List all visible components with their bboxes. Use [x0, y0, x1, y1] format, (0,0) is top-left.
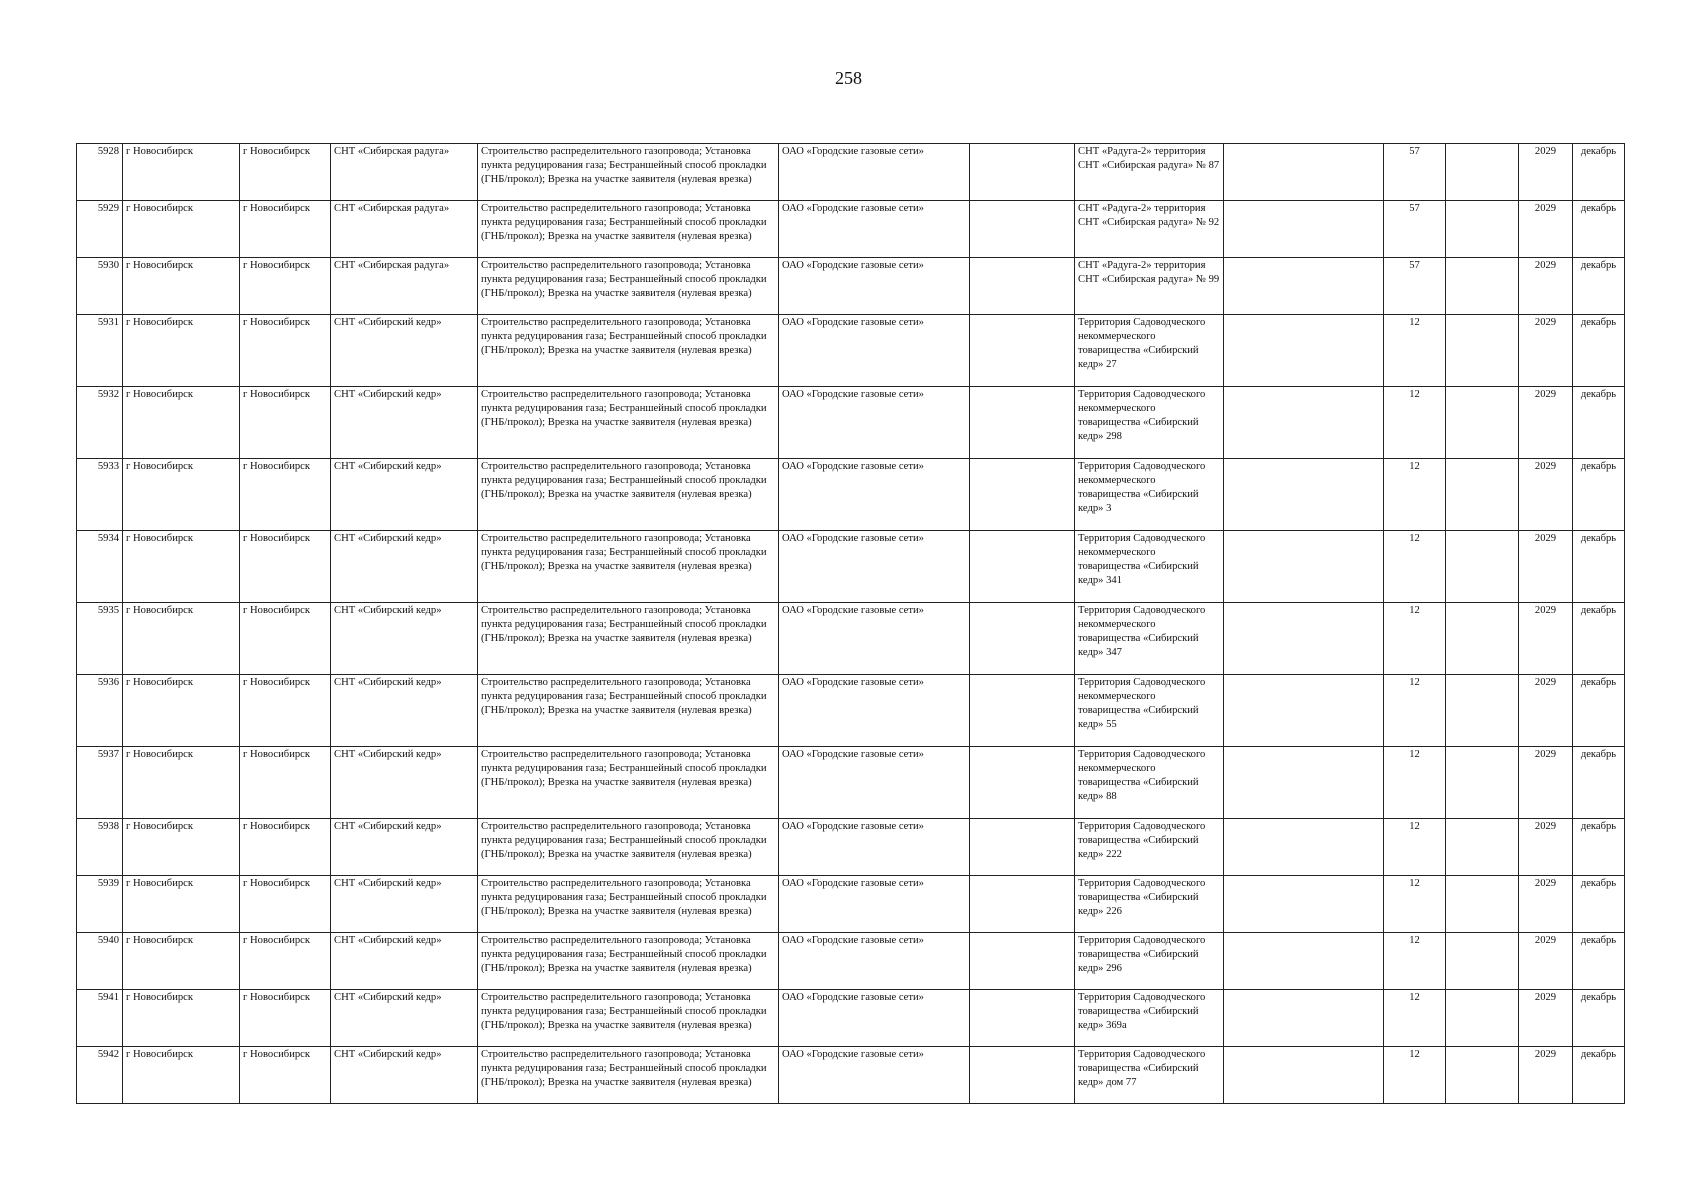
cell-empty-7	[970, 315, 1075, 387]
cell-district: г Новосибирск	[123, 603, 240, 675]
cell-empty-7	[970, 387, 1075, 459]
cell-row-number: 5932	[77, 387, 123, 459]
cell-month: декабрь	[1573, 531, 1625, 603]
cell-empty-9	[1224, 747, 1384, 819]
cell-count: 12	[1384, 990, 1446, 1047]
table-row	[77, 990, 1625, 1047]
cell-organization: СНТ «Сибирская радуга»	[331, 144, 478, 201]
cell-empty-7	[970, 144, 1075, 201]
cell-address: Территория Садоводческого некоммерческого товарищества «Сибирский кедр» 27	[1075, 315, 1224, 387]
cell-gas-operator: ОАО «Городские газовые сети»	[779, 387, 970, 459]
table-row	[77, 387, 1625, 459]
cell-empty-11	[1446, 747, 1519, 819]
cell-work-description: Строительство распределительного газопровода; Установка пункта редуцирования газа; Бестраншейный способ прокладки (ГНБ/прокол); Врезка на участке заявителя (нулевая врезка)	[478, 1047, 779, 1104]
cell-district: г Новосибирск	[123, 747, 240, 819]
cell-count: 12	[1384, 747, 1446, 819]
table-row	[77, 315, 1625, 387]
cell-empty-7	[970, 876, 1075, 933]
cell-gas-operator: ОАО «Городские газовые сети»	[779, 201, 970, 258]
cell-row-number: 5928	[77, 144, 123, 201]
cell-empty-11	[1446, 603, 1519, 675]
cell-count: 12	[1384, 603, 1446, 675]
cell-address: Территория Садоводческого товарищества «Сибирский кедр» 226	[1075, 876, 1224, 933]
cell-year: 2029	[1519, 603, 1573, 675]
cell-month: декабрь	[1573, 819, 1625, 876]
cell-count: 12	[1384, 315, 1446, 387]
cell-address: Территория Садоводческого товарищества «Сибирский кедр» 369а	[1075, 990, 1224, 1047]
cell-row-number: 5933	[77, 459, 123, 531]
cell-organization: СНТ «Сибирский кедр»	[331, 876, 478, 933]
table-row	[77, 603, 1625, 675]
cell-organization: СНТ «Сибирский кедр»	[331, 933, 478, 990]
cell-empty-7	[970, 747, 1075, 819]
cell-year: 2029	[1519, 933, 1573, 990]
cell-row-number: 5934	[77, 531, 123, 603]
cell-work-description: Строительство распределительного газопровода; Установка пункта редуцирования газа; Бестраншейный способ прокладки (ГНБ/прокол); Врезка на участке заявителя (нулевая врезка)	[478, 459, 779, 531]
cell-locality: г Новосибирск	[240, 675, 331, 747]
table-row	[77, 201, 1625, 258]
cell-empty-9	[1224, 990, 1384, 1047]
cell-address: Территория Садоводческого некоммерческого товарищества «Сибирский кедр» 55	[1075, 675, 1224, 747]
cell-district: г Новосибирск	[123, 258, 240, 315]
cell-empty-9	[1224, 315, 1384, 387]
cell-empty-9	[1224, 531, 1384, 603]
cell-row-number: 5939	[77, 876, 123, 933]
cell-month: декабрь	[1573, 459, 1625, 531]
cell-locality: г Новосибирск	[240, 933, 331, 990]
cell-month: декабрь	[1573, 258, 1625, 315]
cell-work-description: Строительство распределительного газопровода; Установка пункта редуцирования газа; Бестраншейный способ прокладки (ГНБ/прокол); Врезка на участке заявителя (нулевая врезка)	[478, 747, 779, 819]
cell-year: 2029	[1519, 531, 1573, 603]
cell-empty-11	[1446, 144, 1519, 201]
cell-organization: СНТ «Сибирский кедр»	[331, 531, 478, 603]
cell-month: декабрь	[1573, 201, 1625, 258]
cell-district: г Новосибирск	[123, 315, 240, 387]
cell-empty-11	[1446, 675, 1519, 747]
cell-empty-7	[970, 1047, 1075, 1104]
cell-empty-11	[1446, 990, 1519, 1047]
cell-district: г Новосибирск	[123, 201, 240, 258]
cell-gas-operator: ОАО «Городские газовые сети»	[779, 603, 970, 675]
page-number: 258	[835, 68, 862, 88]
cell-organization: СНТ «Сибирская радуга»	[331, 201, 478, 258]
table-body	[77, 144, 1625, 1104]
cell-year: 2029	[1519, 1047, 1573, 1104]
cell-year: 2029	[1519, 675, 1573, 747]
cell-empty-7	[970, 603, 1075, 675]
cell-empty-9	[1224, 258, 1384, 315]
cell-year: 2029	[1519, 387, 1573, 459]
cell-address: Территория Садоводческого некоммерческого товарищества «Сибирский кедр» 88	[1075, 747, 1224, 819]
cell-gas-operator: ОАО «Городские газовые сети»	[779, 531, 970, 603]
cell-empty-9	[1224, 459, 1384, 531]
cell-count: 12	[1384, 675, 1446, 747]
cell-organization: СНТ «Сибирский кедр»	[331, 747, 478, 819]
cell-gas-operator: ОАО «Городские газовые сети»	[779, 144, 970, 201]
cell-month: декабрь	[1573, 1047, 1625, 1104]
cell-empty-9	[1224, 603, 1384, 675]
cell-work-description: Строительство распределительного газопровода; Установка пункта редуцирования газа; Бестраншейный способ прокладки (ГНБ/прокол); Врезка на участке заявителя (нулевая врезка)	[478, 315, 779, 387]
cell-locality: г Новосибирск	[240, 747, 331, 819]
cell-count: 12	[1384, 459, 1446, 531]
cell-year: 2029	[1519, 747, 1573, 819]
cell-locality: г Новосибирск	[240, 144, 331, 201]
cell-organization: СНТ «Сибирский кедр»	[331, 603, 478, 675]
cell-empty-9	[1224, 876, 1384, 933]
cell-month: декабрь	[1573, 144, 1625, 201]
cell-organization: СНТ «Сибирский кедр»	[331, 675, 478, 747]
cell-organization: СНТ «Сибирский кедр»	[331, 387, 478, 459]
cell-gas-operator: ОАО «Городские газовые сети»	[779, 933, 970, 990]
cell-district: г Новосибирск	[123, 459, 240, 531]
cell-count: 12	[1384, 819, 1446, 876]
cell-gas-operator: ОАО «Городские газовые сети»	[779, 315, 970, 387]
cell-empty-9	[1224, 819, 1384, 876]
cell-district: г Новосибирск	[123, 675, 240, 747]
cell-empty-9	[1224, 933, 1384, 990]
cell-gas-operator: ОАО «Городские газовые сети»	[779, 258, 970, 315]
cell-empty-7	[970, 819, 1075, 876]
cell-row-number: 5938	[77, 819, 123, 876]
cell-empty-11	[1446, 459, 1519, 531]
table-row	[77, 876, 1625, 933]
cell-locality: г Новосибирск	[240, 876, 331, 933]
cell-empty-9	[1224, 1047, 1384, 1104]
cell-gas-operator: ОАО «Городские газовые сети»	[779, 819, 970, 876]
cell-locality: г Новосибирск	[240, 315, 331, 387]
cell-work-description: Строительство распределительного газопровода; Установка пункта редуцирования газа; Бестраншейный способ прокладки (ГНБ/прокол); Врезка на участке заявителя (нулевая врезка)	[478, 603, 779, 675]
cell-locality: г Новосибирск	[240, 819, 331, 876]
cell-empty-11	[1446, 1047, 1519, 1104]
cell-gas-operator: ОАО «Городские газовые сети»	[779, 459, 970, 531]
cell-empty-9	[1224, 201, 1384, 258]
cell-empty-7	[970, 990, 1075, 1047]
cell-month: декабрь	[1573, 990, 1625, 1047]
cell-count: 57	[1384, 201, 1446, 258]
cell-organization: СНТ «Сибирский кедр»	[331, 459, 478, 531]
cell-year: 2029	[1519, 876, 1573, 933]
cell-work-description: Строительство распределительного газопровода; Установка пункта редуцирования газа; Бестраншейный способ прокладки (ГНБ/прокол); Врезка на участке заявителя (нулевая врезка)	[478, 531, 779, 603]
cell-month: декабрь	[1573, 603, 1625, 675]
cell-work-description: Строительство распределительного газопровода; Установка пункта редуцирования газа; Бестраншейный способ прокладки (ГНБ/прокол); Врезка на участке заявителя (нулевая врезка)	[478, 990, 779, 1047]
cell-month: декабрь	[1573, 387, 1625, 459]
cell-year: 2029	[1519, 258, 1573, 315]
cell-empty-7	[970, 675, 1075, 747]
cell-empty-9	[1224, 675, 1384, 747]
cell-year: 2029	[1519, 459, 1573, 531]
cell-locality: г Новосибирск	[240, 459, 331, 531]
cell-year: 2029	[1519, 315, 1573, 387]
cell-address: Территория Садоводческого некоммерческого товарищества «Сибирский кедр» 3	[1075, 459, 1224, 531]
table-row	[77, 675, 1625, 747]
cell-row-number: 5929	[77, 201, 123, 258]
cell-address: СНТ «Радуга-2» территория СНТ «Сибирская радуга» № 99	[1075, 258, 1224, 315]
cell-work-description: Строительство распределительного газопровода; Установка пункта редуцирования газа; Бестраншейный способ прокладки (ГНБ/прокол); Врезка на участке заявителя (нулевая врезка)	[478, 933, 779, 990]
cell-district: г Новосибирск	[123, 1047, 240, 1104]
cell-empty-9	[1224, 144, 1384, 201]
cell-count: 57	[1384, 144, 1446, 201]
cell-empty-11	[1446, 201, 1519, 258]
table-row	[77, 819, 1625, 876]
cell-count: 12	[1384, 876, 1446, 933]
cell-locality: г Новосибирск	[240, 201, 331, 258]
cell-empty-7	[970, 459, 1075, 531]
cell-district: г Новосибирск	[123, 531, 240, 603]
cell-gas-operator: ОАО «Городские газовые сети»	[779, 747, 970, 819]
cell-empty-7	[970, 531, 1075, 603]
cell-row-number: 5931	[77, 315, 123, 387]
table-row	[77, 933, 1625, 990]
cell-organization: СНТ «Сибирский кедр»	[331, 990, 478, 1047]
cell-row-number: 5941	[77, 990, 123, 1047]
cell-organization: СНТ «Сибирский кедр»	[331, 1047, 478, 1104]
gas-connection-table	[76, 143, 1625, 1104]
table-row	[77, 531, 1625, 603]
table-row	[77, 459, 1625, 531]
cell-empty-11	[1446, 387, 1519, 459]
cell-district: г Новосибирск	[123, 876, 240, 933]
cell-locality: г Новосибирск	[240, 387, 331, 459]
cell-gas-operator: ОАО «Городские газовые сети»	[779, 1047, 970, 1104]
cell-locality: г Новосибирск	[240, 258, 331, 315]
cell-empty-11	[1446, 876, 1519, 933]
cell-row-number: 5937	[77, 747, 123, 819]
cell-address: Территория Садоводческого товарищества «Сибирский кедр» 222	[1075, 819, 1224, 876]
cell-address: Территория Садоводческого товарищества «Сибирский кедр» дом 77	[1075, 1047, 1224, 1104]
cell-address: Территория Садоводческого некоммерческого товарищества «Сибирский кедр» 298	[1075, 387, 1224, 459]
cell-year: 2029	[1519, 201, 1573, 258]
cell-district: г Новосибирск	[123, 387, 240, 459]
cell-row-number: 5935	[77, 603, 123, 675]
table-row	[77, 747, 1625, 819]
cell-locality: г Новосибирск	[240, 603, 331, 675]
cell-count: 12	[1384, 1047, 1446, 1104]
cell-empty-11	[1446, 819, 1519, 876]
cell-work-description: Строительство распределительного газопровода; Установка пункта редуцирования газа; Бестраншейный способ прокладки (ГНБ/прокол); Врезка на участке заявителя (нулевая врезка)	[478, 258, 779, 315]
cell-work-description: Строительство распределительного газопровода; Установка пункта редуцирования газа; Бестраншейный способ прокладки (ГНБ/прокол); Врезка на участке заявителя (нулевая врезка)	[478, 876, 779, 933]
cell-locality: г Новосибирск	[240, 990, 331, 1047]
cell-organization: СНТ «Сибирский кедр»	[331, 819, 478, 876]
cell-year: 2029	[1519, 819, 1573, 876]
cell-year: 2029	[1519, 990, 1573, 1047]
cell-month: декабрь	[1573, 675, 1625, 747]
cell-district: г Новосибирск	[123, 819, 240, 876]
cell-month: декабрь	[1573, 315, 1625, 387]
cell-empty-7	[970, 258, 1075, 315]
cell-address: Территория Садоводческого товарищества «Сибирский кедр» 296	[1075, 933, 1224, 990]
cell-work-description: Строительство распределительного газопровода; Установка пункта редуцирования газа; Бестраншейный способ прокладки (ГНБ/прокол); Врезка на участке заявителя (нулевая врезка)	[478, 819, 779, 876]
cell-month: декабрь	[1573, 876, 1625, 933]
cell-count: 12	[1384, 387, 1446, 459]
cell-locality: г Новосибирск	[240, 1047, 331, 1104]
cell-organization: СНТ «Сибирский кедр»	[331, 315, 478, 387]
cell-gas-operator: ОАО «Городские газовые сети»	[779, 675, 970, 747]
cell-work-description: Строительство распределительного газопровода; Установка пункта редуцирования газа; Бестраншейный способ прокладки (ГНБ/прокол); Врезка на участке заявителя (нулевая врезка)	[478, 144, 779, 201]
cell-empty-11	[1446, 531, 1519, 603]
cell-row-number: 5942	[77, 1047, 123, 1104]
cell-count: 12	[1384, 933, 1446, 990]
cell-row-number: 5940	[77, 933, 123, 990]
cell-year: 2029	[1519, 144, 1573, 201]
cell-empty-11	[1446, 258, 1519, 315]
cell-address: Территория Садоводческого некоммерческого товарищества «Сибирский кедр» 341	[1075, 531, 1224, 603]
cell-address: СНТ «Радуга-2» территория СНТ «Сибирская радуга» № 87	[1075, 144, 1224, 201]
cell-district: г Новосибирск	[123, 990, 240, 1047]
cell-address: СНТ «Радуга-2» территория СНТ «Сибирская радуга» № 92	[1075, 201, 1224, 258]
cell-empty-11	[1446, 933, 1519, 990]
cell-count: 12	[1384, 531, 1446, 603]
table-row	[77, 1047, 1625, 1104]
cell-empty-9	[1224, 387, 1384, 459]
cell-locality: г Новосибирск	[240, 531, 331, 603]
cell-row-number: 5930	[77, 258, 123, 315]
table-row	[77, 258, 1625, 315]
cell-row-number: 5936	[77, 675, 123, 747]
cell-work-description: Строительство распределительного газопровода; Установка пункта редуцирования газа; Бестраншейный способ прокладки (ГНБ/прокол); Врезка на участке заявителя (нулевая врезка)	[478, 387, 779, 459]
cell-work-description: Строительство распределительного газопровода; Установка пункта редуцирования газа; Бестраншейный способ прокладки (ГНБ/прокол); Врезка на участке заявителя (нулевая врезка)	[478, 201, 779, 258]
cell-district: г Новосибирск	[123, 933, 240, 990]
cell-empty-11	[1446, 315, 1519, 387]
cell-empty-7	[970, 201, 1075, 258]
cell-district: г Новосибирск	[123, 144, 240, 201]
cell-organization: СНТ «Сибирская радуга»	[331, 258, 478, 315]
cell-month: декабрь	[1573, 747, 1625, 819]
cell-gas-operator: ОАО «Городские газовые сети»	[779, 876, 970, 933]
table-row	[77, 144, 1625, 201]
cell-count: 57	[1384, 258, 1446, 315]
cell-gas-operator: ОАО «Городские газовые сети»	[779, 990, 970, 1047]
cell-month: декабрь	[1573, 933, 1625, 990]
cell-address: Территория Садоводческого некоммерческого товарищества «Сибирский кедр» 347	[1075, 603, 1224, 675]
cell-work-description: Строительство распределительного газопровода; Установка пункта редуцирования газа; Бестраншейный способ прокладки (ГНБ/прокол); Врезка на участке заявителя (нулевая врезка)	[478, 675, 779, 747]
cell-empty-7	[970, 933, 1075, 990]
